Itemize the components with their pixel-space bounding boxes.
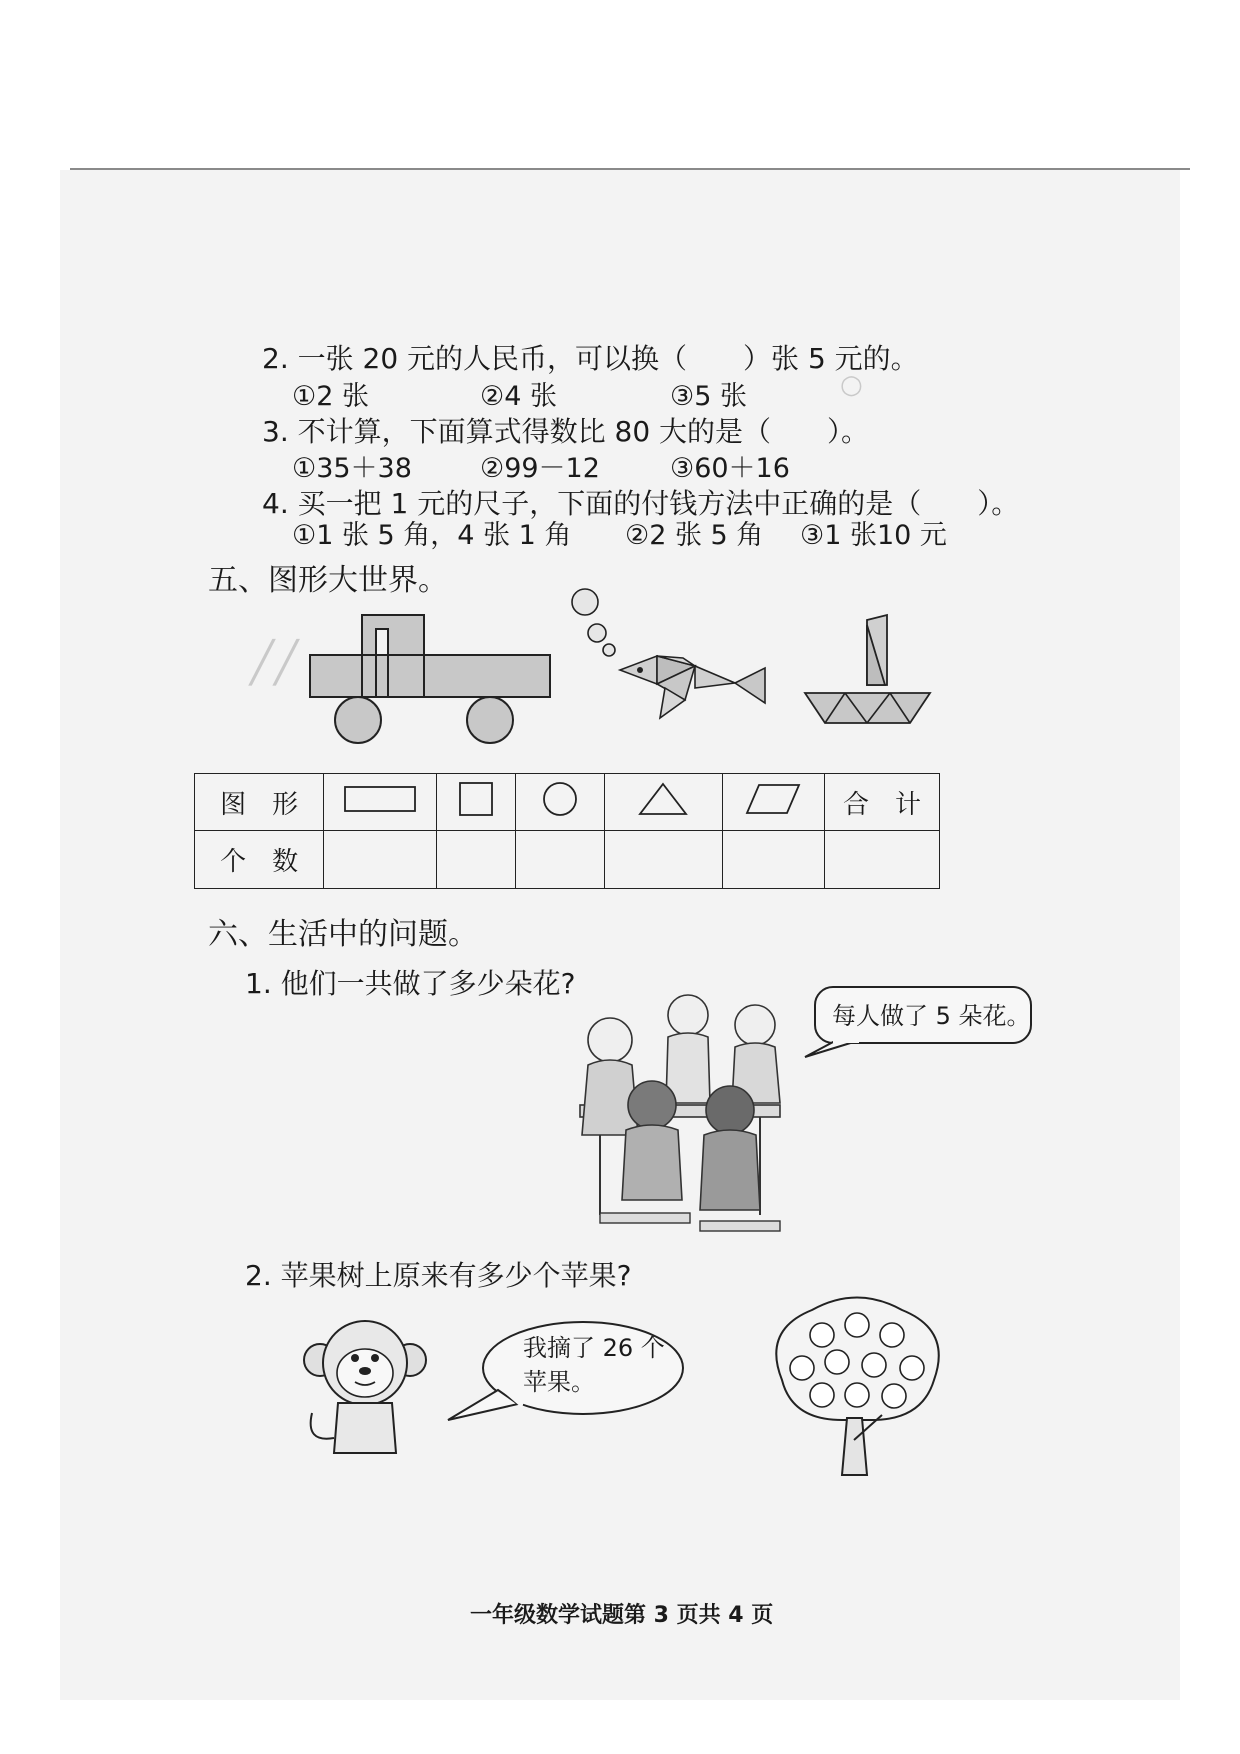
question-6-1: 1. 他们一共做了多少朵花? — [245, 967, 576, 1000]
section-5-title: 五、图形大世界。 — [208, 563, 448, 598]
answer-cell-square[interactable] — [437, 831, 516, 889]
triangle-cell — [604, 774, 722, 831]
truck-figure — [310, 615, 560, 750]
q4-option-2: ②2 张 5 角 — [625, 520, 764, 551]
answer-cell-triangle[interactable] — [604, 831, 722, 889]
answer-cell-circle[interactable] — [515, 831, 604, 889]
bubble-text-flowers: 每人做了 5 朵花。 — [832, 1002, 1031, 1030]
question-2-stem: 2. 一张 20 元的人民币，可以换（ ）张 5 元的。 — [262, 342, 919, 375]
question-4-stem: 4. 买一把 1 元的尺子，下面的付钱方法中正确的是（ ）。 — [262, 487, 1020, 520]
q3-option-1: ①35＋38 — [292, 453, 412, 484]
answer-cell-rectangle[interactable] — [324, 831, 437, 889]
circle-icon — [542, 781, 578, 817]
page-top-rule — [70, 168, 1190, 170]
q3-option-2: ②99－12 — [480, 453, 600, 484]
square-cell — [437, 774, 516, 831]
parallelogram-icon — [745, 783, 801, 815]
rectangle-icon — [344, 786, 416, 812]
bubble-text-apples-line1: 我摘了 26 个 — [523, 1334, 665, 1362]
fish-figure — [565, 588, 775, 738]
bubble-text-apples-line2: 苹果。 — [523, 1368, 595, 1396]
q4-option-3: ③1 张10 元 — [800, 520, 947, 551]
table-row-label-shape: 图 形 — [195, 774, 324, 831]
bleed-through-mark: ○ — [840, 370, 863, 400]
table-total-label: 合 计 — [825, 774, 940, 831]
bleed-through-mark: ╱╱ — [250, 640, 299, 686]
monkey-illustration — [300, 1318, 435, 1458]
parallelogram-cell — [722, 774, 824, 831]
question-6-2: 2. 苹果树上原来有多少个苹果? — [245, 1259, 632, 1292]
rectangle-cell — [324, 774, 437, 831]
question-3-stem: 3. 不计算，下面算式得数比 80 大的是（ ）。 — [262, 415, 870, 448]
q2-option-1: ①2 张 — [292, 381, 369, 412]
apple-tree-illustration — [762, 1290, 952, 1480]
table-row-label-count: 个 数 — [195, 831, 324, 889]
q3-option-3: ③60＋16 — [670, 453, 790, 484]
children-making-flowers-illustration — [560, 985, 810, 1245]
q2-option-3: ③5 张 — [670, 381, 747, 412]
boat-figure — [805, 615, 935, 730]
square-icon — [459, 782, 493, 816]
section-6-title: 六、生活中的问题。 — [208, 917, 478, 952]
shape-count-table — [194, 773, 940, 889]
answer-cell-parallelogram[interactable] — [722, 831, 824, 889]
triangle-icon — [638, 782, 688, 816]
q4-option-1: ①1 张 5 角，4 张 1 角 — [292, 520, 572, 551]
page-footer: 一年级数学试题第 3 页共 4 页 — [470, 1603, 774, 1628]
q2-option-2: ②4 张 — [480, 381, 557, 412]
answer-cell-total[interactable] — [825, 831, 940, 889]
circle-cell — [515, 774, 604, 831]
